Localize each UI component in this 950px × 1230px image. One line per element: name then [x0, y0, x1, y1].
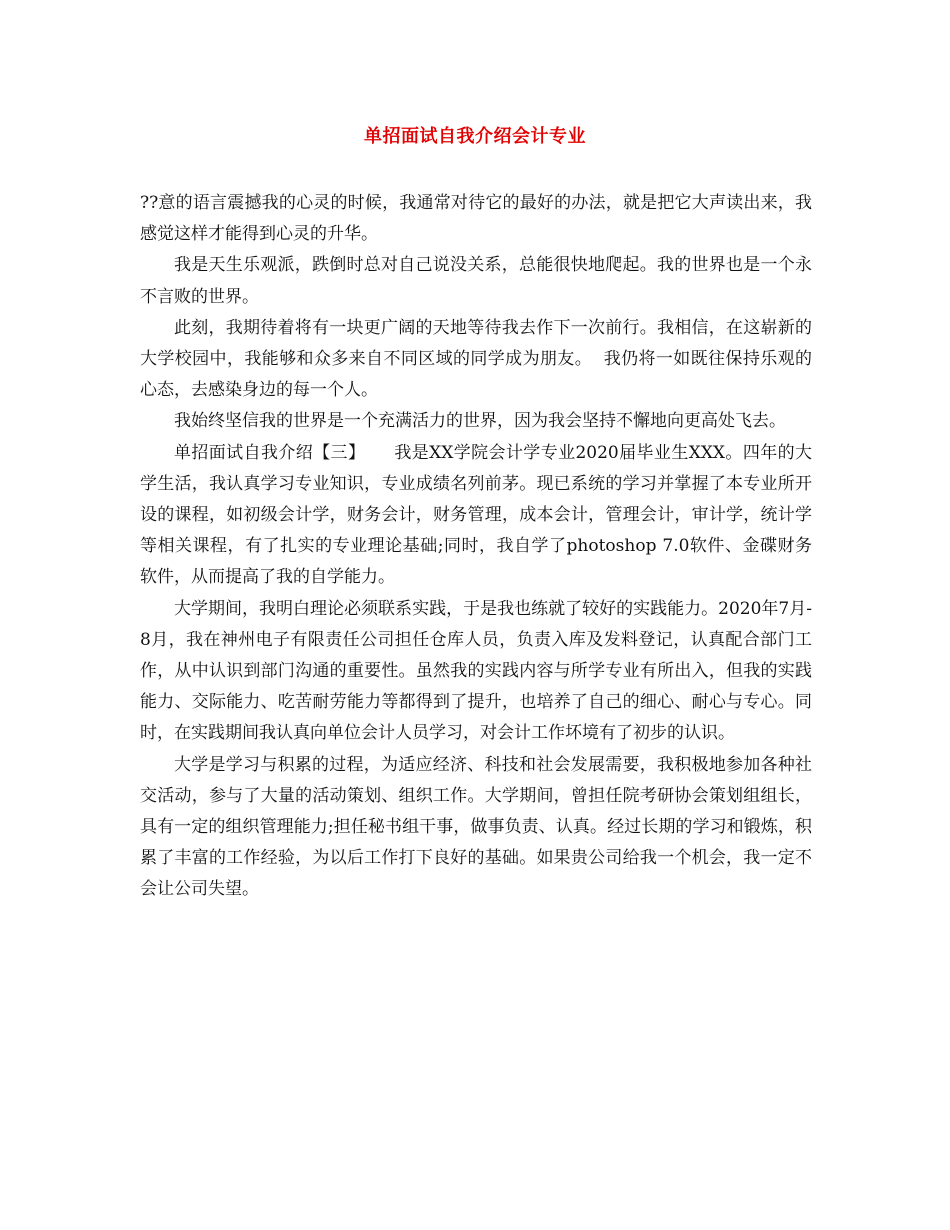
paragraph-5: 单招面试自我介绍【三】 我是XX学院会计学专业2020届毕业生XXX。四年的大学生活，我认真学习专业知识，专业成绩名列前茅。现已系统的学习并掌握了本专业所开设的课程，如初级会计学，财务会计，财务管理，成本会计，管理会计，审计学，统计学等相关课程，有了扎实的专业理论基础;同时，我自学了photoshop 7.0软件、金碟财务软件，从而提高了我的自学能力。 — [140, 442, 812, 588]
document-body — [140, 188, 812, 906]
paragraph-6: 大学期间，我明白理论必须联系实践，于是我也练就了较好的实践能力。2020年7月-8月，我在神州电子有限责任公司担任仓库人员，负责入库及发料登记，认真配合部门工作，从中认识到部门沟通的重要性。虽然我的实践内容与所学专业有所出入，但我的实践能力、交际能力、吃苦耐劳能力等都得到了提升，也培养了自己的细心、耐心与专心。同时，在实践期间我认真向单位会计人员学习，对会计工作坏境有了初步的认识。 — [140, 598, 812, 744]
paragraph-7: 大学是学习与积累的过程，为适应经济、科技和社会发展需要，我积极地参加各种社交活动，参与了大量的活动策划、组织工作。大学期间，曾担任院考研协会策划组组长，具有一定的组织管理能力;担任秘书组干事，做事负责、认真。经过长期的学习和锻炼，积累了丰富的工作经验，为以后工作打下良好的基础。如果贵公司给我一个机会，我一定不会让公司失望。 — [140, 754, 812, 900]
paragraph-4: 我始终坚信我的世界是一个充满活力的世界，因为我会坚持不懈地向更高处飞去。 — [174, 411, 786, 432]
paragraph-1: ??意的语言震撼我的心灵的时候，我通常对待它的最好的办法，就是把它大声读出来，我感觉这样才能得到心灵的升华。 — [140, 193, 812, 245]
document-title: 单招面试自我介绍会计专业 — [364, 126, 586, 147]
paragraph-2: 我是天生乐观派，跌倒时总对自己说没关系，总能很快地爬起。我的世界也是一个永不言败的世界。 — [140, 255, 812, 307]
paragraph-3: 此刻，我期待着将有一块更广阔的天地等待我去作下一次前行。我相信，在这崭新的大学校园中，我能够和众多来自不同区域的同学成为朋友。 我仍将一如既往保持乐观的心态，去感染身边的每一个人。 — [140, 317, 812, 401]
